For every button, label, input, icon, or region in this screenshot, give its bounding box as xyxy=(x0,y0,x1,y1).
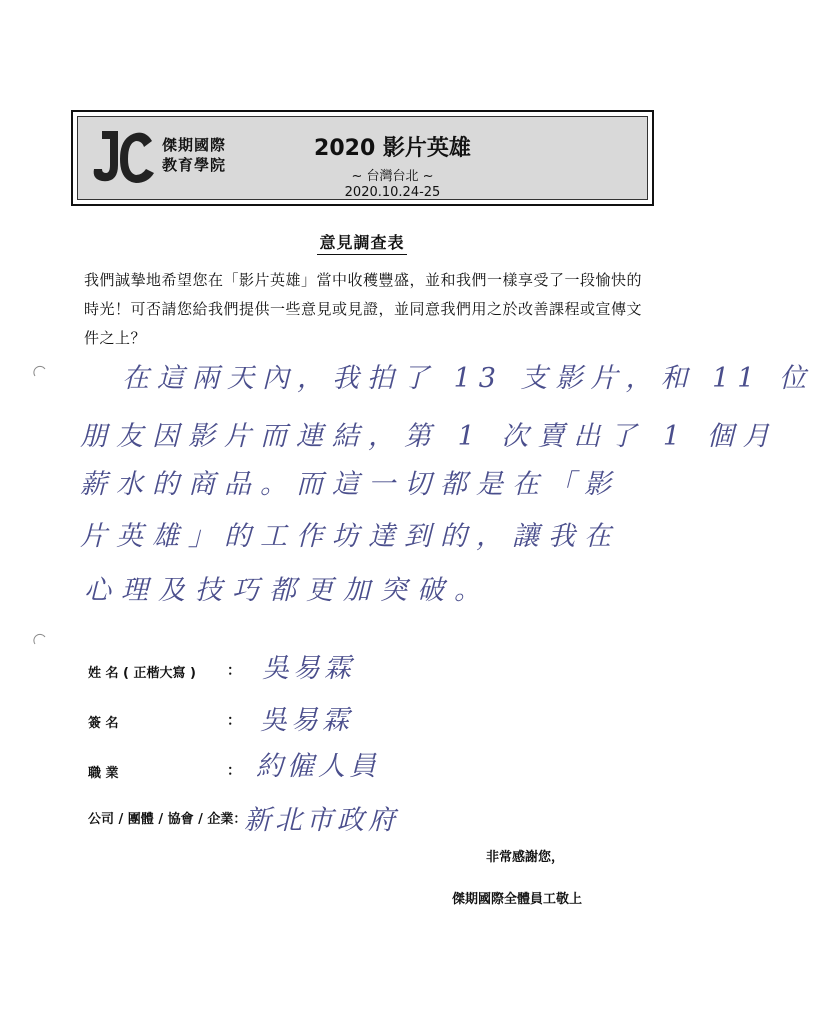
punch-hole-mark-bottom xyxy=(34,634,46,646)
field-signature-label: 簽 名 xyxy=(88,716,119,731)
field-name-value: 吳易霖 xyxy=(262,653,355,684)
event-title: 2020 影片英雄 xyxy=(314,136,471,161)
closing-signoff: 傑期國際全體員工敬上 xyxy=(452,892,583,907)
header-box xyxy=(71,110,654,206)
testimonial-line: 薪水的商品。而這一切都是在「影 xyxy=(80,469,620,500)
event-date: 2020.10.24-25 xyxy=(344,185,441,200)
testimonial-line: 片英雄」的工作坊達到的，讓我在 xyxy=(80,521,620,552)
form-title xyxy=(0,230,724,253)
field-name-label: 姓 名 ( 正楷大寫 ) xyxy=(88,666,196,681)
field-occupation-colon: ： xyxy=(227,763,241,779)
closing-thanks: 非常感謝您， xyxy=(486,850,565,865)
field-signature-value: 吳易霖 xyxy=(260,705,353,736)
field-occupation-label: 職 業 xyxy=(88,766,119,781)
testimonial-line: 心理及技巧都更加突破。 xyxy=(84,575,491,606)
field-name-colon: ： xyxy=(227,663,241,679)
field-occupation-value: 約僱人員 xyxy=(256,751,380,782)
field-signature-colon: ： xyxy=(227,713,241,729)
testimonial-line: 朋友因影片而連結，第 1 次賣出了 1 個月 xyxy=(80,421,779,452)
field-organization-label: 公司 / 團體 / 協會 / 企業： xyxy=(88,812,247,827)
form-title-text: 意見調查表 xyxy=(317,233,406,255)
logo-line2: 教育學院 xyxy=(162,156,227,174)
logo-line1: 傑期國際 xyxy=(162,136,227,154)
field-organization-value: 新北市政府 xyxy=(244,805,399,836)
intro-paragraph: 我們誠摯地希望您在「影片英雄」當中收穫豐盛，並和我們一樣享受了一段愉快的時光！可否請您給我們提供一些意見或見證，並同意我們用之於改善課程或宣傳文件之上？ xyxy=(84,271,643,347)
testimonial-line: 在這兩天內，我拍了 13 支影片，和 11 位 xyxy=(122,363,814,394)
punch-hole-mark-top xyxy=(34,366,46,378)
event-location: ~ 台灣台北 ~ xyxy=(351,169,434,184)
